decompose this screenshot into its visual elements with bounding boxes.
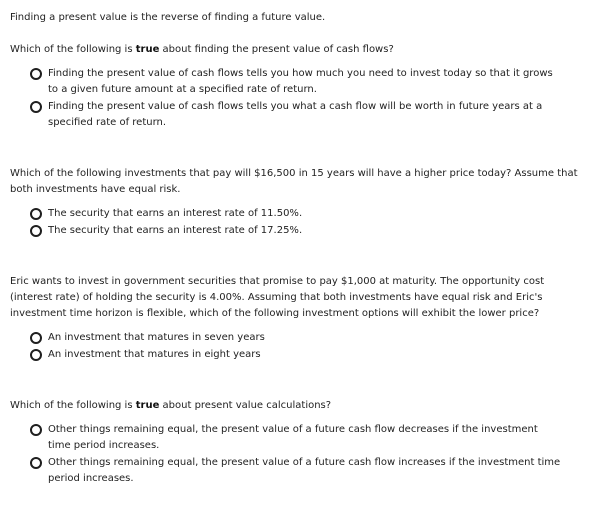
answer-option[interactable] — [30, 347, 580, 363]
radio-button[interactable] — [30, 332, 42, 344]
question-4-text: Which of the following is true about present value calculations? — [10, 400, 332, 411]
radio-button[interactable] — [30, 225, 42, 237]
question-3-text: Eric wants to invest in government securities that promise to pay $1,000 at maturity. The opportunity cost (interest rate) of holding the security is 4.00%. Assuming that both investments have equal risk and Eric's investment time horizon is flexible, which of the following investment options will exhibit the lower price? — [10, 276, 545, 319]
intro-text: Finding a present value is the reverse of finding a future value. — [10, 12, 326, 23]
answer-option[interactable] — [30, 422, 580, 454]
question-2 — [10, 166, 580, 240]
answer-option[interactable] — [30, 330, 580, 346]
answer-option-label[interactable]: An investment that matures in eight years — [48, 349, 261, 360]
question-3-options — [30, 330, 580, 363]
question-3 — [10, 274, 580, 364]
radio-button[interactable] — [30, 457, 42, 469]
answer-option[interactable] — [30, 206, 580, 222]
question-1 — [10, 42, 580, 132]
question-1-options — [30, 66, 580, 131]
radio-button[interactable] — [30, 349, 42, 361]
answer-option-label[interactable]: An investment that matures in seven years — [48, 332, 265, 343]
answer-option-label[interactable]: The security that earns an interest rate of 11.50%. — [48, 208, 303, 219]
radio-button[interactable] — [30, 424, 42, 436]
question-2-options — [30, 206, 580, 239]
question-1-emphasis: true — [135, 44, 160, 55]
question-1-text: Which of the following is true about finding the present value of cash flows? — [10, 44, 394, 55]
answer-option-label[interactable]: Finding the present value of cash flows tells you how much you need to invest today so that it grows to a given future amount at a specified rate of return. — [48, 68, 553, 95]
answer-option[interactable] — [30, 66, 580, 98]
answer-option[interactable] — [30, 99, 580, 131]
answer-option-label[interactable]: Other things remaining equal, the present value of a future cash flow decreases if the investment time period increases. — [48, 424, 538, 451]
question-2-text: Which of the following investments that pay will $16,500 in 15 years will have a higher price today? Assume that both investments have equal risk. — [10, 168, 578, 195]
answer-option-label[interactable]: Finding the present value of cash flows tells you what a cash flow will be worth in future years at a specified rate of return. — [48, 101, 543, 128]
question-4-emphasis: true — [135, 400, 160, 411]
answer-option-label[interactable]: Other things remaining equal, the present value of a future cash flow increases if the investment time period increases. — [48, 457, 561, 484]
answer-option[interactable] — [30, 455, 580, 487]
answer-option-label[interactable]: The security that earns an interest rate of 17.25%. — [48, 225, 303, 236]
question-4-options — [30, 422, 580, 487]
question-4 — [10, 398, 580, 488]
radio-button[interactable] — [30, 68, 42, 80]
answer-option[interactable] — [30, 223, 580, 239]
radio-button[interactable] — [30, 208, 42, 220]
radio-button[interactable] — [30, 101, 42, 113]
